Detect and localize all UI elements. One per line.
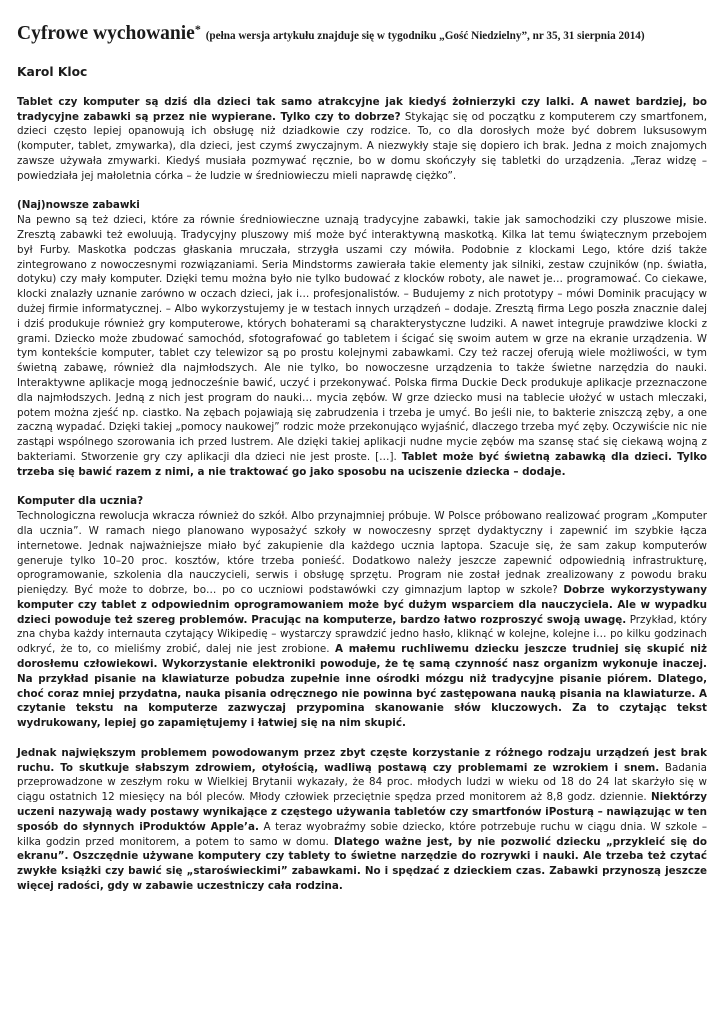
- paragraph-text: A teraz wyobraźmy sobie dziecko, które potrzebuje ruchu w ciągu dnia. W szkole – kilka godzin przed monitorem, a potem to samo w domu.: [17, 820, 707, 848]
- paragraph-bold: Jednak największym problemem powodowanym przez zbyt częste korzystanie z różnego rodzaju urządzeń jest brak ruchu. To skutkuje słabszym zdrowiem, otyłością, wadliwą postawą czy problemami ze wzrokiem i snem.: [17, 746, 707, 774]
- title-asterisk: *: [194, 22, 201, 36]
- section-heading-computer-for-student: Komputer dla ucznia?: [17, 495, 144, 508]
- paragraph-bold: Tablet może być świetną zabawką dla dzieci. Tylko trzeba się bawić razem z nimi, a nie traktować go jako sposobu na uciszenie dziecka – dodaje.: [17, 450, 707, 478]
- section-paragraph-lack-of-movement: [17, 746, 707, 894]
- spacer: [17, 480, 707, 495]
- article-page: [17, 22, 707, 894]
- paragraph-bold: Dobrze wykorzystywany komputer czy tablet z odpowiednim oprogramowaniem może być dużym wsparciem dla nauczyciela. Ale w wypadku dzieci powoduje też szereg problemów. Pracując na komputerze, bardzo łatwo rozproszyć swoją uwagę.: [17, 584, 707, 626]
- spacer: [17, 731, 707, 746]
- author-name: Karol Kloc: [17, 65, 88, 79]
- section-heading-newest-toys: (Naj)nowsze zabawki: [17, 199, 140, 212]
- paragraph-bold: Dlatego ważne jest, by nie pozwolić dziecku „przykleić się do ekranu”. Oszczędnie używane komputery czy tablety to świetne narzędzie do rozrywki i nauki. Ale trzeba też czytać zwykłe książki czy bawić się „staroświeckimi” zabawkami. No i spędzać z dzieckiem czas. Zabawki przynoszą jeszcze więcej radości, gdy w zabawie uczestniczy cała rodzina.: [17, 835, 707, 893]
- intro-lead: Tablet czy komputer są dziś dla dzieci tak samo atrakcyjne jak kiedyś żołnierzyki czy lalki. A nawet bardziej, bo tradycyjne zabawki są przez nie wypierane. Tylko czy to dobrze?: [17, 95, 707, 123]
- paragraph-text: Przykład, który zna chyba każdy internauta czytający Wikipedię – wystarczy sprawdzić jedno hasło, kliknąć w kolejne, kolejne i… po kilku godzinach odkryć, że to, co mieliśmy zrobić, dalej nie jest zrobione.: [17, 613, 707, 656]
- paragraph-text: Badania przeprowadzone w zeszłym roku w Wielkiej Brytanii wykazały, że 84 proc. młodych ludzi w wieku od 18 do 24 lat skarżyło się w ciągu ostatnich 12 miesięcy na ból pleców. Młody człowiek przeciętnie spędza przed monitorem aż 8,8 godz. dziennie.: [17, 761, 707, 804]
- paragraph-text: Technologiczna rewolucja wkracza również do szkół. Albo przynajmniej próbuje. W Polsce próbowano realizować program „Komputer dla ucznia”. W ramach niego planowano wyposażyć szkoły w nowoczesny sprzęt dydaktyczny i zapewnić im szybkie łącza internetowe. Jednak najważniejsze miało być zakupienie dla każdego ucznia laptopa. Szacuje się, że sam zakup komputerów generuje tylko 10–20 proc. kosztów, które trzeba ponieść. Dodatkowo należy jeszcze zapewnić odpowiednią infrastrukturę, oprogramowanie, szkolenia dla nauczycieli, serwis i obsługę sprzętu. Program nie został jednak zrealizowany z powodu braku pieniędzy. Być może to dobrze, bo… po co uczniowi podstawówki czy gimnazjum laptop w szkole?: [17, 510, 707, 597]
- spacer: [17, 184, 707, 199]
- intro-paragraph: [17, 95, 707, 184]
- spacer: [17, 80, 707, 95]
- section-paragraph-computer-for-student: [17, 509, 707, 731]
- title-text: Cyfrowe wychowanie: [17, 23, 195, 44]
- article-body: [17, 80, 707, 894]
- article-title: [17, 22, 707, 48]
- paragraph-bold: Niektórzy uczeni nazywają wady postawy wynikające z częstego używania tabletów czy smartfonów iPosturą – nawiązując w ten sposób do słynnych iProduktów Apple’a.: [17, 791, 707, 833]
- paragraph-bold: A małemu ruchliwemu dziecku jeszcze trudniej się skupić niż dorosłemu człowiekowi. Wykorzystanie elektroniki powoduje, że tę samą czynność nasz organizm wykonuje inaczej. Na przykład pisanie na klawiaturze pobudza zupełnie inne ośrodki mózgu niż tradycyjne pisanie piórem. Dlatego, choć coraz mniej przydatna, nauka pisania odręcznego nie powinna być zastępowana nauką pisania na klawiaturze. A czytanie tekstu na komputerze zazwyczaj przypomina skanowanie słów kluczowych. Za to czytając tekst wydrukowany, lepiej go zapamiętujemy i łatwiej się na nim skupić.: [17, 643, 707, 730]
- source-note: (pełna wersja artykułu znajduje się w tygodniku „Gość Niedzielny”, nr 35, 31 sierpnia 2014): [205, 30, 645, 42]
- intro-body: Stykając się od początku z komputerem czy smartfonem, dzieci często lepiej opanowują ich obsługę niż dziadkowie czy rodzice. To, co dla dorosłych może być dobrem luksusowym (komputer, tablet, zmywarka), dla dzieci, jest czymś zwyczajnym. A niezwykły staje się dopiero ich brak. Jedna z moich znajomych zawsze używała zmywarki. Kiedyś musiała pozmywać ręcznie, bo w domu skończyły się tabletki do urządzenia. „Teraz widzę – powiedziała jej małoletnia córka – że ludzie w średniowieczu mieli naprawdę ciężko”.: [17, 110, 707, 182]
- paragraph-text: Na pewno są też dzieci, które za równie średniowieczne uznają tradycyjne zabawki, takie jak samochodziki czy pluszowe misie. Zresztą zabawki też ewoluują. Tradycyjny pluszowy miś może być interaktywną maskotką. Kilka lat temu świątecznym przebojem był Furby. Maskotka podczas głaskania mruczała, strzygła uszami czy mówiła. Podobnie z klockami Lego, które dziś także zintegrowano z nowoczesnymi rozwiązaniami. Seria Mindstorms zawierała takie elementy jak silniki, zestaw czujników (np. światła, dotyku) czy mały komputer. Dzięki temu można było nie tylko budować z klocków roboty, ale nawet je… programować. Co ciekawe, klocki znalazły uznanie zarówno w oczach dzieci, jak i… profesjonalistów. – Budujemy z nich prototypy – mówi Dominik pracujący w dużej firmie informatycznej. – Albo wykorzystujemy je w testach innych urządzeń – dodaje. Zresztą firma Lego poszła znacznie dalej i dziś produkuje również gry komputerowe, których bohaterami są charakterystyczne ludziki. A nawet integruje prawdziwe klocki z grami. Dziecko może zbudować samochód, sfotografować go tabletem i ścigać się swoim autem w grze na ekranie urządzenia. W tym kontekście komputer, tablet czy telewizor są po prostu kolejnymi zabawkami. Czy też raczej oferują wiele możliwości, w tym świetną zabawę, również dla najmłodszych. Ale nie tylko, bo nowoczesne urządzenia to także świetne narzędzia do nauki. Interaktywne aplikacje mogą jednocześnie bawić, uczyć i przekonywać. Polska firma Duckie Deck produkuje aplikacje przeznaczone dla najmłodszych. Jedną z nich jest program do nauki… mycia zębów. W grze dziecko musi na tablecie ułożyć w ustach mleczaki, potem można zjeść np. ciastko. Na zębach pojawiają się zabrudzenia i trzeba je umyć. Bo jeśli nie, to bakterie zniszczą zęby, a one zaczną wypadać. Dzięki takiej „pomocy naukowej” rodzic może przekonująco wyjaśnić, dlaczego trzeba myć zęby. Oczywiście nic nie zastąpi wspólnego szorowania ich przed lustrem. Ale dzięki takiej aplikacji nudne mycie zębów ma szansę stać się ciekawą wojną z bakteriami. Stworzenie gry czy aplikacji dla dzieci nie jest proste. […].: [17, 214, 707, 463]
- section-paragraph-newest-toys: [17, 213, 707, 479]
